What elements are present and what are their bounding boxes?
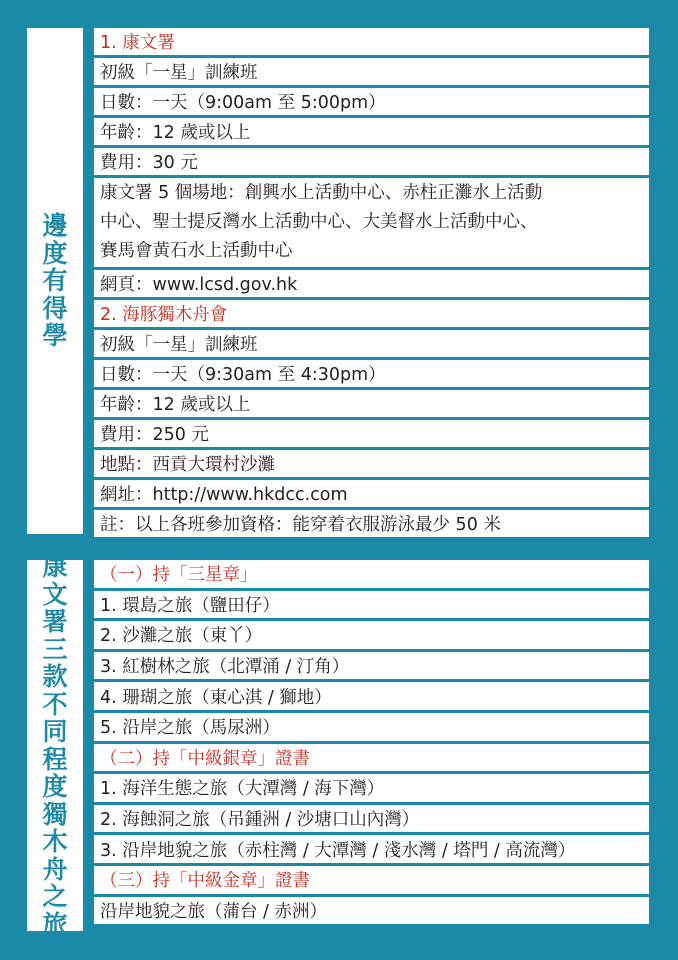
vertical-title-char: 文 bbox=[42, 579, 68, 609]
vertical-title-char: 款 bbox=[42, 662, 68, 691]
vertical-title-char: 舟 bbox=[42, 854, 68, 884]
info-row: 1. 環島之旅（鹽田仔） bbox=[94, 591, 649, 619]
venue-line: 賽馬會黃石水上活動中心 bbox=[100, 241, 293, 261]
info-row: 沿岸地貌之旅（蒲台 / 赤洲） bbox=[94, 897, 649, 925]
section-title-vertical bbox=[27, 28, 83, 534]
venue-line: 中心、聖士提反灣水上活動中心、大美督水上活動中心、 bbox=[100, 212, 538, 232]
vertical-title-char: 得 bbox=[42, 293, 68, 323]
info-row: 4. 珊瑚之旅（東心淇 / 獅地） bbox=[94, 682, 649, 710]
section-title-vertical bbox=[27, 552, 83, 939]
vertical-title-char: 程 bbox=[42, 744, 68, 774]
section-heading-row: （二）持「中級銀章」證書 bbox=[94, 744, 649, 772]
section-heading-row: 2. 海豚獨木舟會 bbox=[94, 300, 649, 327]
info-row: 3. 紅樹林之旅（北潭涌 / 汀角） bbox=[94, 652, 649, 680]
section-heading-row: （一）持「三星章」 bbox=[94, 560, 649, 588]
website-row: 網頁：www.lcsd.gov.hk bbox=[94, 270, 649, 297]
vertical-title-char: 木 bbox=[42, 827, 68, 856]
venue-list-row bbox=[94, 178, 649, 267]
vertical-title-char: 之 bbox=[42, 882, 68, 911]
info-row: 年齡：12 歲或以上 bbox=[94, 390, 649, 417]
section-heading-row: 1. 康文署 bbox=[94, 28, 649, 55]
vertical-title-char: 三 bbox=[42, 634, 68, 664]
info-row: 日數：一天（9:30am 至 4:30pm） bbox=[94, 360, 649, 387]
vertical-title-char: 康 bbox=[42, 552, 68, 581]
info-row: 2. 海蝕洞之旅（吊鍾洲 / 沙塘口山內灣） bbox=[94, 805, 649, 833]
info-row: 日數：一天（9:00am 至 5:00pm） bbox=[94, 88, 649, 115]
trip-list bbox=[94, 560, 649, 927]
vertical-title-char: 度 bbox=[42, 238, 68, 268]
course-info-list bbox=[94, 28, 649, 540]
info-row: 初級「一星」訓練班 bbox=[94, 58, 649, 85]
section-heading-row: （三）持「中級金章」證書 bbox=[94, 866, 649, 894]
info-row: 費用：250 元 bbox=[94, 420, 649, 447]
info-row: 註：以上各班參加資格：能穿着衣服游泳最少 50 米 bbox=[94, 510, 649, 537]
info-row: 費用：30 元 bbox=[94, 148, 649, 175]
info-row: 5. 沿岸之旅（馬尿洲） bbox=[94, 713, 649, 741]
vertical-title-char: 不 bbox=[42, 689, 68, 719]
website-row: 網址：http://www.hkdcc.com bbox=[94, 480, 649, 507]
vertical-title-char: 旅 bbox=[42, 909, 68, 939]
vertical-title-char: 有 bbox=[42, 266, 68, 296]
info-row: 1. 海洋生態之旅（大潭灣 / 海下灣） bbox=[94, 774, 649, 802]
info-row: 3. 沿岸地貌之旅（赤柱灣 / 大潭灣 / 淺水灣 / 塔門 / 高流灣） bbox=[94, 835, 649, 863]
vertical-title-char: 獨 bbox=[42, 799, 68, 829]
vertical-title-char: 署 bbox=[42, 607, 68, 636]
info-row: 2. 沙灘之旅（東丫） bbox=[94, 621, 649, 649]
vertical-title-char: 學 bbox=[42, 321, 68, 351]
info-row: 初級「一星」訓練班 bbox=[94, 330, 649, 357]
vertical-title-char: 度 bbox=[42, 772, 68, 801]
info-row: 年齡：12 歲或以上 bbox=[94, 118, 649, 145]
vertical-title-char: 邊 bbox=[42, 211, 68, 241]
info-row: 地點：西貢大環村沙灘 bbox=[94, 450, 649, 477]
vertical-title-char: 同 bbox=[42, 717, 68, 746]
venue-line: 康文署 5 個場地：創興水上活動中心、赤柱正灘水上活動 bbox=[100, 183, 543, 203]
